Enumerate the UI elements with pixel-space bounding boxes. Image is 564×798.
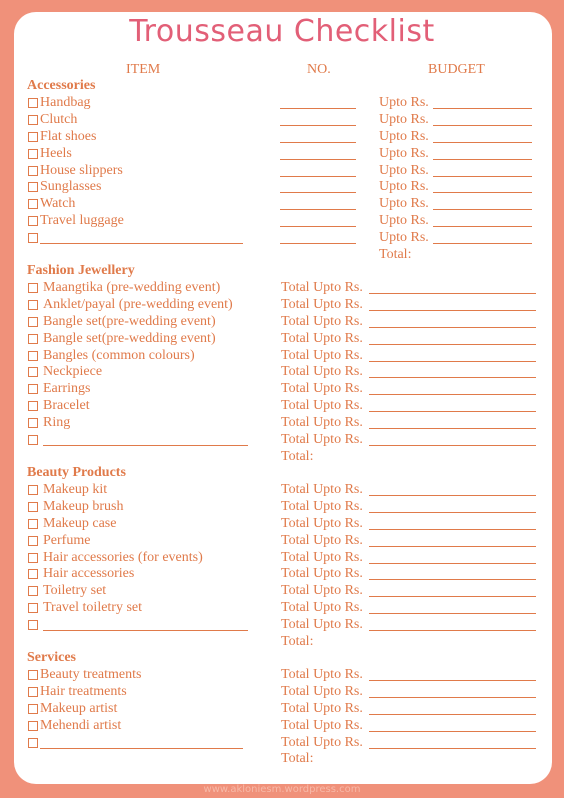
- budget-line[interactable]: [433, 192, 532, 193]
- budget-line[interactable]: [433, 226, 532, 227]
- checkbox[interactable]: [28, 351, 38, 361]
- checkbox[interactable]: [28, 738, 38, 748]
- checkbox[interactable]: [28, 166, 38, 176]
- page-title: Trousseau Checklist: [129, 14, 435, 49]
- budget-label: Total Upto Rs.: [281, 515, 363, 531]
- budget-label: Total Upto Rs.: [281, 717, 363, 733]
- budget-label: Total Upto Rs.: [281, 481, 363, 497]
- item-label: Perfume: [43, 532, 91, 548]
- item-label: Beauty treatments: [40, 666, 142, 682]
- section-total-label: Total:: [281, 448, 314, 464]
- checkbox[interactable]: [28, 384, 38, 394]
- checkbox[interactable]: [28, 603, 38, 613]
- column-header-no: NO.: [307, 62, 331, 77]
- quantity-line[interactable]: [280, 209, 356, 210]
- budget-line[interactable]: [369, 293, 536, 294]
- budget-label: Upto Rs.: [379, 128, 429, 144]
- section-total-label: Total:: [379, 247, 412, 262]
- budget-line[interactable]: [433, 243, 532, 244]
- budget-label: Total Upto Rs.: [281, 432, 363, 447]
- item-label: Handbag: [40, 94, 91, 110]
- budget-line[interactable]: [369, 613, 536, 614]
- budget-line[interactable]: [369, 697, 536, 698]
- checkbox[interactable]: [28, 536, 38, 546]
- checkbox[interactable]: [28, 553, 38, 563]
- checkbox[interactable]: [28, 569, 38, 579]
- item-label: Clutch: [40, 111, 78, 127]
- checkbox[interactable]: [28, 586, 38, 596]
- item-label: House slippers: [40, 162, 123, 178]
- item-label: Ring: [43, 415, 71, 431]
- checkbox[interactable]: [28, 283, 38, 293]
- budget-label: Upto Rs.: [379, 230, 429, 246]
- budget-line[interactable]: [433, 209, 532, 210]
- budget-label: Total Upto Rs.: [281, 666, 363, 682]
- item-label: Makeup artist: [40, 700, 118, 716]
- section-heading: Beauty Products: [27, 465, 126, 480]
- item-label: Makeup case: [43, 515, 117, 531]
- item-label: Anklet/payal (pre-wedding event): [43, 296, 233, 312]
- section-heading: Services: [27, 650, 76, 665]
- quantity-line[interactable]: [280, 108, 356, 109]
- section-heading: Fashion Jewellery: [27, 263, 135, 278]
- budget-label: Total Upto Rs.: [281, 734, 363, 750]
- budget-label: Upto Rs.: [379, 111, 429, 127]
- checkbox[interactable]: [28, 149, 38, 159]
- budget-line[interactable]: [369, 630, 536, 631]
- checkbox[interactable]: [28, 620, 38, 630]
- budget-label: Total Upto Rs.: [281, 279, 363, 295]
- checkbox[interactable]: [28, 334, 38, 344]
- section-total-label: Total:: [281, 751, 314, 767]
- item-label: Hair treatments: [40, 683, 127, 699]
- budget-line[interactable]: [433, 176, 532, 177]
- budget-line[interactable]: [369, 596, 536, 597]
- checkbox[interactable]: [28, 401, 38, 411]
- checkbox[interactable]: [28, 485, 38, 495]
- item-label: Hair accessories: [43, 566, 135, 582]
- budget-label: Upto Rs.: [379, 213, 429, 229]
- budget-line[interactable]: [369, 361, 536, 362]
- budget-label: Upto Rs.: [379, 179, 429, 195]
- budget-line[interactable]: [369, 714, 536, 715]
- budget-label: Upto Rs.: [379, 162, 429, 178]
- item-label: Neckpiece: [43, 364, 103, 380]
- checkbox[interactable]: [28, 300, 38, 310]
- item-label: Heels: [40, 145, 72, 161]
- checkbox[interactable]: [28, 115, 38, 125]
- checkbox[interactable]: [28, 182, 38, 192]
- checkbox[interactable]: [28, 233, 38, 243]
- budget-label: Total Upto Rs.: [281, 683, 363, 699]
- item-label: Bracelet: [43, 398, 90, 414]
- budget-line[interactable]: [369, 579, 536, 580]
- quantity-line[interactable]: [280, 192, 356, 193]
- item-label: Sunglasses: [40, 179, 102, 195]
- checkbox[interactable]: [28, 98, 38, 108]
- item-label: Makeup kit: [43, 481, 108, 497]
- budget-line[interactable]: [433, 108, 532, 109]
- checkbox[interactable]: [28, 519, 38, 529]
- quantity-line[interactable]: [280, 159, 356, 160]
- checkbox[interactable]: [28, 367, 38, 377]
- budget-label: Total Upto Rs.: [281, 617, 363, 633]
- budget-label: Total Upto Rs.: [281, 600, 363, 616]
- checkbox[interactable]: [28, 132, 38, 142]
- budget-line[interactable]: [369, 546, 536, 547]
- checkbox[interactable]: [28, 199, 38, 209]
- item-label: Makeup brush: [43, 498, 124, 514]
- section-total-label: Total:: [281, 634, 314, 649]
- checkbox[interactable]: [28, 216, 38, 226]
- budget-line[interactable]: [433, 125, 532, 126]
- budget-line[interactable]: [369, 563, 536, 564]
- budget-label: Total Upto Rs.: [281, 498, 363, 514]
- quantity-line[interactable]: [280, 176, 356, 177]
- item-label: Bangles (common colours): [43, 347, 195, 363]
- budget-line[interactable]: [369, 529, 536, 530]
- quantity-line[interactable]: [280, 243, 356, 244]
- budget-label: Total Upto Rs.: [281, 296, 363, 312]
- blank-item-line[interactable]: [40, 748, 243, 749]
- budget-label: Total Upto Rs.: [281, 381, 363, 397]
- budget-line[interactable]: [369, 680, 536, 681]
- budget-label: Total Upto Rs.: [281, 415, 363, 431]
- budget-line[interactable]: [369, 377, 536, 378]
- item-label: Maangtika (pre-wedding event): [43, 279, 221, 295]
- budget-line[interactable]: [369, 748, 536, 749]
- budget-line[interactable]: [369, 344, 536, 345]
- budget-line[interactable]: [369, 327, 536, 328]
- item-label: Earrings: [43, 381, 91, 397]
- item-label: Hair accessories (for events): [43, 549, 203, 565]
- budget-line[interactable]: [369, 428, 536, 429]
- checkbox[interactable]: [28, 502, 38, 512]
- budget-label: Total Upto Rs.: [281, 330, 363, 346]
- budget-label: Total Upto Rs.: [281, 566, 363, 582]
- checkbox[interactable]: [28, 317, 38, 327]
- column-header-budget: BUDGET: [428, 62, 485, 77]
- quantity-line[interactable]: [280, 125, 356, 126]
- budget-label: Total Upto Rs.: [281, 583, 363, 599]
- budget-label: Total Upto Rs.: [281, 549, 363, 565]
- checkbox[interactable]: [28, 704, 38, 714]
- budget-line[interactable]: [369, 394, 536, 395]
- checkbox[interactable]: [28, 435, 38, 445]
- budget-label: Total Upto Rs.: [281, 364, 363, 380]
- budget-label: Total Upto Rs.: [281, 313, 363, 329]
- budget-label: Total Upto Rs.: [281, 398, 363, 414]
- budget-label: Total Upto Rs.: [281, 700, 363, 716]
- item-label: Watch: [40, 196, 76, 212]
- budget-label: Upto Rs.: [379, 94, 429, 110]
- item-label: Mehendi artist: [40, 717, 122, 733]
- quantity-line[interactable]: [280, 226, 356, 227]
- budget-line[interactable]: [369, 411, 536, 412]
- column-header-item: ITEM: [126, 62, 161, 77]
- blank-item-line[interactable]: [43, 445, 248, 446]
- budget-line[interactable]: [369, 445, 536, 446]
- section-heading: Accessories: [27, 78, 96, 93]
- footer-url: www.akloniesm.wordpress.com: [203, 784, 361, 795]
- checkbox[interactable]: [28, 687, 38, 697]
- blank-item-line[interactable]: [43, 630, 248, 631]
- blank-item-line[interactable]: [40, 243, 243, 244]
- item-label: Bangle set(pre-wedding event): [43, 313, 216, 329]
- budget-label: Upto Rs.: [379, 196, 429, 212]
- quantity-line[interactable]: [280, 142, 356, 143]
- budget-line[interactable]: [369, 731, 536, 732]
- item-label: Bangle set(pre-wedding event): [43, 330, 216, 346]
- checkbox[interactable]: [28, 721, 38, 731]
- item-label: Flat shoes: [40, 128, 97, 144]
- checkbox[interactable]: [28, 418, 38, 428]
- budget-line[interactable]: [369, 495, 536, 496]
- item-label: Toiletry set: [43, 583, 107, 599]
- item-label: Travel luggage: [40, 213, 124, 229]
- budget-label: Upto Rs.: [379, 145, 429, 161]
- item-label: Travel toiletry set: [43, 600, 143, 616]
- budget-line[interactable]: [433, 159, 532, 160]
- budget-line[interactable]: [369, 310, 536, 311]
- budget-label: Total Upto Rs.: [281, 532, 363, 548]
- budget-line[interactable]: [369, 512, 536, 513]
- budget-line[interactable]: [433, 142, 532, 143]
- checkbox[interactable]: [28, 670, 38, 680]
- budget-label: Total Upto Rs.: [281, 347, 363, 363]
